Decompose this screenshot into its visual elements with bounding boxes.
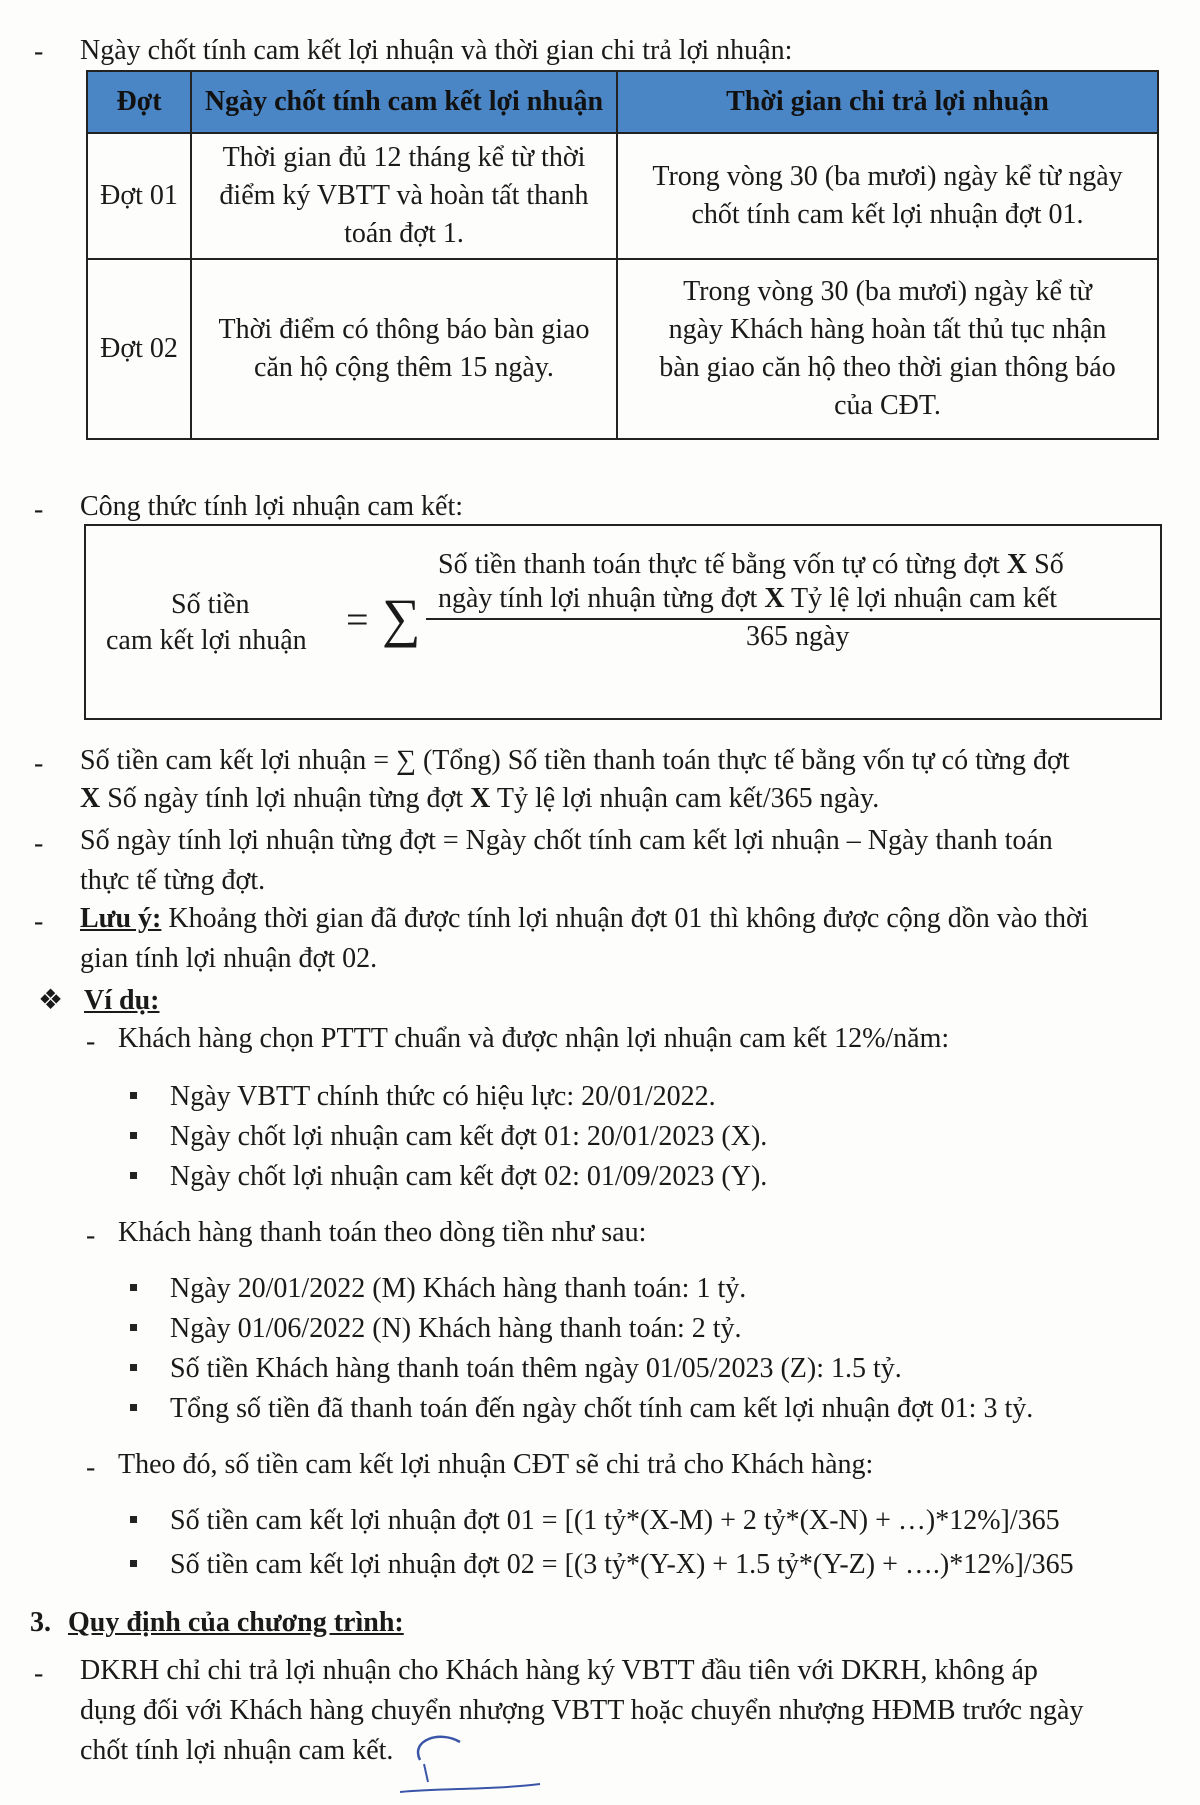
formula-lhs-line1: Số tiền xyxy=(171,589,250,620)
section3-title: Quy định của chương trình: xyxy=(68,1607,404,1638)
text: Số ngày tính lợi nhuận từng đợt xyxy=(100,783,471,814)
cell-dot: Đợt 02 xyxy=(87,259,191,439)
formula-numerator-line1 xyxy=(438,548,1064,582)
header-ngay-chot: Ngày chốt tính cam kết lợi nhuận xyxy=(191,71,617,133)
formula-text: ngày tính lợi nhuận từng đợt xyxy=(438,583,765,614)
explain-p3-line1 xyxy=(80,902,1089,936)
list-item: Ngày 20/01/2022 (M) Khách hàng thanh toán: 1 tỷ. xyxy=(170,1273,747,1304)
section3-line1: DKRH chỉ chi trả lợi nhuận cho Khách hàng ký VBTT đầu tiên với DKRH, không áp xyxy=(80,1655,1038,1686)
square-bullet-icon xyxy=(130,1560,137,1567)
profit-schedule-table xyxy=(86,70,1159,440)
cell-line: Thời gian đủ 12 tháng kể từ thời xyxy=(222,142,586,173)
list-item: Tổng số tiền đã thanh toán đến ngày chốt tính cam kết lợi nhuận đợt 01: 3 tỷ. xyxy=(170,1393,1034,1424)
table-row xyxy=(87,259,1158,439)
formula-denominator: 365 ngày xyxy=(746,621,850,652)
formula-x: X xyxy=(764,583,785,614)
table-row xyxy=(87,133,1158,259)
list-item: Ngày chốt lợi nhuận cam kết đợt 01: 20/01/2023 (X). xyxy=(170,1121,768,1152)
cell-line: điểm ký VBTT và hoàn tất thanh xyxy=(219,180,589,211)
formula-box xyxy=(84,524,1162,720)
dash: - xyxy=(34,36,44,67)
cell-ngay-chot xyxy=(191,133,617,259)
intro-line: Ngày chốt tính cam kết lợi nhuận và thời gian chi trả lợi nhuận: xyxy=(80,35,793,66)
dash: - xyxy=(34,748,44,779)
explain-p2-line1: Số ngày tính lợi nhuận từng đợt = Ngày chốt tính cam kết lợi nhuận – Ngày thanh toán xyxy=(80,825,1053,856)
list-item: Ngày 01/06/2022 (N) Khách hàng thanh toán: 2 tỷ. xyxy=(170,1313,742,1344)
formula-equals: = xyxy=(346,597,369,642)
square-bullet-icon xyxy=(130,1364,137,1371)
dash: - xyxy=(34,494,44,525)
dash: - xyxy=(86,1220,96,1251)
cell-dot: Đợt 01 xyxy=(87,133,191,259)
text: Tỷ lệ lợi nhuận cam kết/365 ngày. xyxy=(490,783,880,814)
formula-text: Số xyxy=(1027,549,1064,580)
cell-line: chốt tính cam kết lợi nhuận đợt 01. xyxy=(691,199,1084,230)
example-group3: Theo đó, số tiền cam kết lợi nhuận CĐT sẽ chi trả cho Khách hàng: xyxy=(118,1449,874,1480)
formula-numerator-line2 xyxy=(438,582,1057,616)
explain-p1-line1: Số tiền cam kết lợi nhuận = ∑ (Tổng) Số tiền thanh toán thực tế bằng vốn tự có từng đợt xyxy=(80,745,1070,776)
square-bullet-icon xyxy=(130,1092,137,1099)
list-item: Số tiền cam kết lợi nhuận đợt 02 = [(3 tỷ*(Y-X) + 1.5 tỷ*(Y-Z) + ….)*12%]/365 xyxy=(170,1549,1074,1580)
square-bullet-icon xyxy=(130,1172,137,1179)
cell-line: căn hộ cộng thêm 15 ngày. xyxy=(254,352,554,383)
dash: - xyxy=(34,906,44,937)
diamond-bullet-icon: ❖ xyxy=(38,985,64,1016)
formula-lhs-line2: cam kết lợi nhuận xyxy=(106,625,307,656)
cell-line: toán đợt 1. xyxy=(344,218,464,249)
text: Khoảng thời gian đã được tính lợi nhuận đợt 01 thì không được cộng dồn vào thời xyxy=(161,903,1089,934)
square-bullet-icon xyxy=(130,1132,137,1139)
header-thoi-gian: Thời gian chi trả lợi nhuận xyxy=(617,71,1158,133)
dash: - xyxy=(34,1658,44,1689)
square-bullet-icon xyxy=(130,1324,137,1331)
note-label: Lưu ý: xyxy=(80,903,162,934)
section3-line2: dụng đối với Khách hàng chuyển nhượng VBTT hoặc chuyển nhượng HĐMB trước ngày xyxy=(80,1695,1084,1726)
list-item: Số tiền Khách hàng thanh toán thêm ngày 01/05/2023 (Z): 1.5 tỷ. xyxy=(170,1353,902,1384)
explain-p2-line2: thực tế từng đợt. xyxy=(80,865,266,896)
cell-line: của CĐT. xyxy=(834,390,941,421)
cell-ngay-chot xyxy=(191,259,617,439)
signature-scribble-icon xyxy=(380,1720,560,1800)
formula-x: X xyxy=(1006,549,1028,580)
cell-line: ngày Khách hàng hoàn tất thủ tục nhận xyxy=(668,314,1107,345)
formula-text: Số tiền thanh toán thực tế bằng vốn tự có từng đợt xyxy=(438,549,1007,580)
dash: - xyxy=(86,1452,96,1483)
cell-line: bàn giao căn hộ theo thời gian thông báo xyxy=(659,352,1116,383)
formula-sigma: ∑ xyxy=(382,588,421,648)
explain-p3-line2: gian tính lợi nhuận đợt 02. xyxy=(80,943,378,974)
dash: - xyxy=(86,1026,96,1057)
list-item: Ngày chốt lợi nhuận cam kết đợt 02: 01/09/2023 (Y). xyxy=(170,1161,768,1192)
cell-thoi-gian xyxy=(617,259,1158,439)
example-group2: Khách hàng thanh toán theo dòng tiền như sau: xyxy=(118,1217,647,1248)
dash: - xyxy=(34,828,44,859)
table-header-row xyxy=(87,71,1158,133)
bold-x: X xyxy=(470,783,491,814)
example-group1: Khách hàng chọn PTTT chuẩn và được nhận lợi nhuận cam kết 12%/năm: xyxy=(118,1023,950,1054)
formula-text: Tỷ lệ lợi nhuận cam kết xyxy=(784,583,1058,614)
list-item: Ngày VBTT chính thức có hiệu lực: 20/01/2022. xyxy=(170,1081,716,1112)
section3-number: 3. xyxy=(30,1607,51,1638)
square-bullet-icon xyxy=(130,1284,137,1291)
section3-line3: chốt tính lợi nhuận cam kết. xyxy=(80,1735,394,1766)
square-bullet-icon xyxy=(130,1516,137,1523)
cell-line: Trong vòng 30 (ba mươi) ngày kể từ xyxy=(683,276,1092,307)
cell-line: Thời điểm có thông báo bàn giao xyxy=(218,314,590,345)
bold-x: X xyxy=(80,783,101,814)
formula-intro: Công thức tính lợi nhuận cam kết: xyxy=(80,491,464,522)
explain-p1-line2 xyxy=(80,782,879,816)
cell-thoi-gian xyxy=(617,133,1158,259)
example-title: Ví dụ: xyxy=(84,985,160,1016)
square-bullet-icon xyxy=(130,1404,137,1411)
header-dot: Đợt xyxy=(87,71,191,133)
cell-line: Trong vòng 30 (ba mươi) ngày kể từ ngày xyxy=(652,161,1123,192)
list-item: Số tiền cam kết lợi nhuận đợt 01 = [(1 tỷ*(X-M) + 2 tỷ*(X-N) + …)*12%]/365 xyxy=(170,1505,1060,1536)
